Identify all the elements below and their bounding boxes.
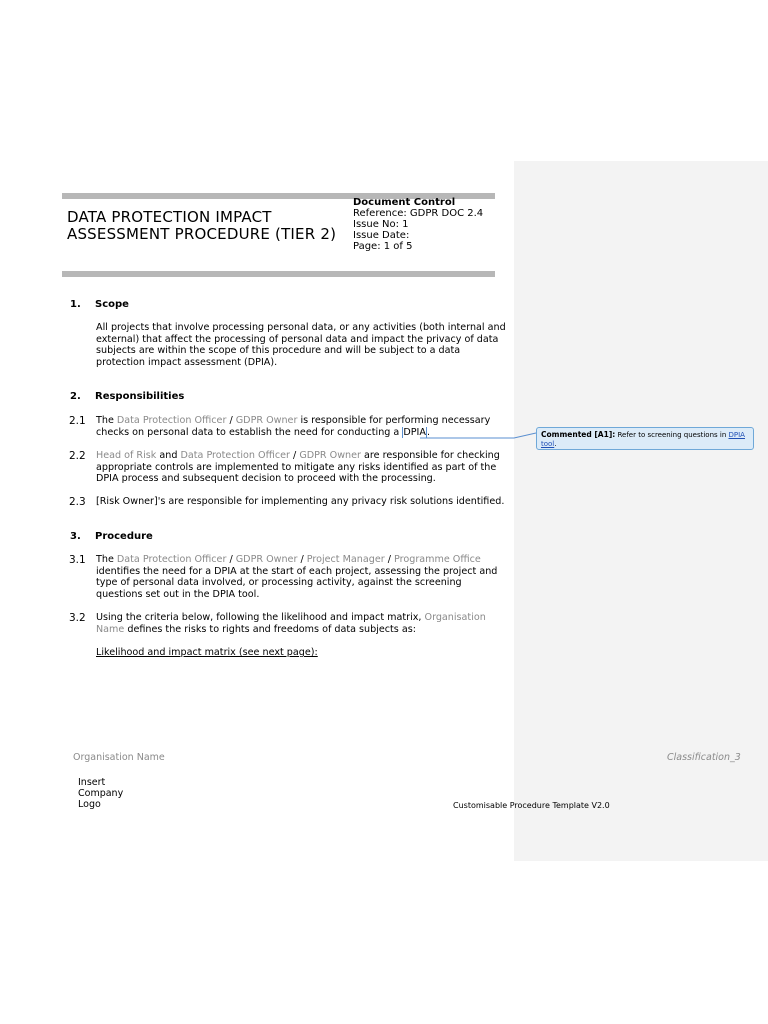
document-title: DATA PROTECTION IMPACT ASSESSMENT PROCEDURE (TIER 2) [67,208,337,243]
footer-template-version: Customisable Procedure Template V2.0 [453,801,610,810]
section-2-number: 2. [70,391,81,402]
section-1-number: 1. [70,299,81,310]
text: / [297,554,307,565]
para-2-3: [Risk Owner]'s are responsible for implementing any privacy risk solutions identified. [96,496,505,507]
para-3-2-number: 3.2 [69,612,86,624]
text: The [96,415,117,426]
scope-paragraph: All projects that involve processing personal data, or any activities (both internal and external) that affect the processing of personal data and impact the privacy of data subjects are within the scope of this procedure and will be subject to a data protection impact assessment (DPIA). [96,322,506,368]
placeholder-project-manager: Project Manager [306,554,385,565]
text: Using the criteria below, following the likelihood and impact matrix, [96,612,425,623]
footer-classification: Classification_3 [667,752,741,763]
para-3-1-number: 3.1 [69,554,86,566]
comment-connector [400,430,540,442]
placeholder-head-of-risk: Head of Risk [96,450,157,461]
reference: Reference: GDPR DOC 2.4 [353,208,484,219]
issue-no: Issue No: 1 [353,219,409,230]
text: The [96,554,117,565]
page-number: Page: 1 of 5 [353,241,413,252]
comment-author: Commented [A1]: [541,430,616,439]
text: / [289,450,300,461]
comment-connector-line [420,433,536,438]
matrix-heading: Likelihood and impact matrix (see next page): [96,647,318,658]
section-1-title: Scope [95,299,129,310]
text: identifies the need for a DPIA at the start of each project, assessing the project and type of personal data involved, or processing activity, against the screening questions set out in the DPIA tool. [96,565,498,600]
section-3-title: Procedure [95,531,153,542]
placeholder-gdpr-owner: GDPR Owner [299,450,361,461]
commented-text-dpia[interactable]: DPIA [403,426,426,438]
text: and [156,450,181,461]
para-2-2 [96,450,508,485]
document-control [353,197,483,252]
placeholder-dpo: Data Protection Officer [180,450,290,461]
placeholder-gdpr-owner: GDPR Owner [235,554,298,565]
placeholder-gdpr-owner: GDPR Owner [235,415,298,426]
text: . [426,426,430,438]
placeholder-dpo: Data Protection Officer [116,415,227,426]
para-2-3-number: 2.3 [69,496,86,508]
comment-link-dpia-tool[interactable]: DPIA tool [541,431,745,448]
text: defines the risks to rights and freedoms of data subjects as: [124,623,416,635]
para-3-1 [96,554,508,600]
para-2-2-number: 2.2 [69,450,86,462]
placeholder-programme-office: Programme Office [394,554,481,565]
para-2-1-number: 2.1 [69,415,86,427]
text: are responsible for checking appropriate controls are implemented to mitigate any risks identified as part of the DPIA process and subsequent decision to proceed with the processing. [96,450,500,484]
section-2-title: Responsibilities [95,391,185,402]
document-control-heading: Document Control [353,197,456,208]
company-logo-placeholder: Insert Company Logo [78,777,124,810]
para-3-2 [96,612,508,635]
footer-organisation-name: Organisation Name [73,752,165,763]
comment-text-end: . [554,440,557,448]
placeholder-dpo: Data Protection Officer [116,554,227,565]
comment-text: Refer to screening questions in [615,431,729,439]
issue-date: Issue Date: [353,230,410,241]
header-bottom-rule [62,271,495,277]
placeholder-organisation-name: Organisation Name [96,612,486,635]
comment-balloon[interactable] [536,427,754,450]
text: / [384,554,395,565]
text: / [226,415,236,426]
section-3-number: 3. [70,531,81,542]
text: / [226,554,236,565]
text: is responsible for performing necessary checks on personal data to establish the need for conducting a [96,415,491,438]
